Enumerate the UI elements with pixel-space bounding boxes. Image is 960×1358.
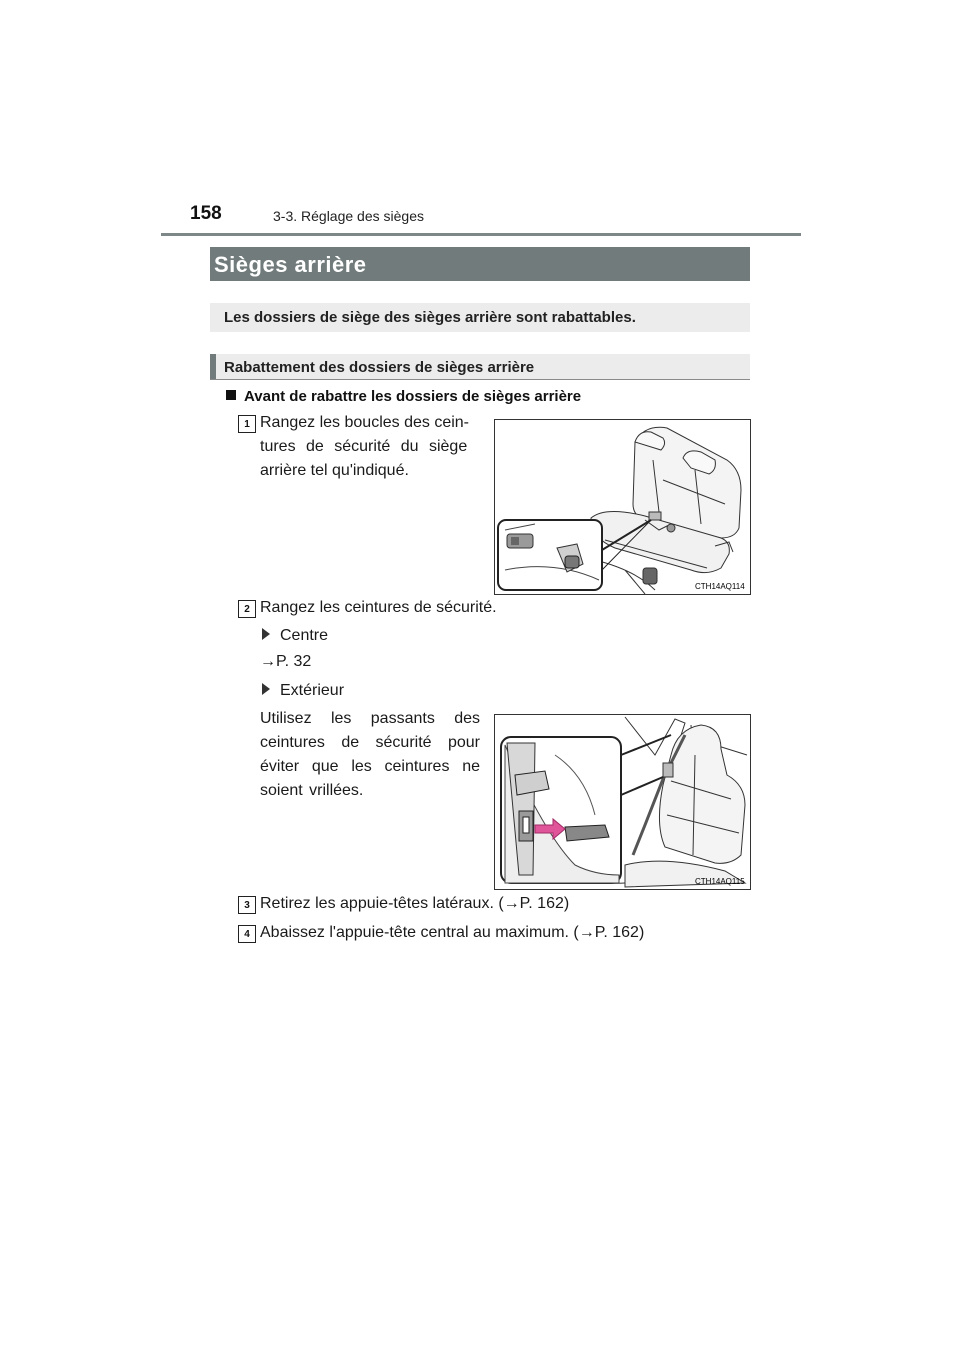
step-4-text: Abaissez l'appuie-tête central au maximum. (→P. 162) xyxy=(260,924,645,941)
figure-2-label: CTH14AQ115 xyxy=(695,877,745,886)
step-2-text: Rangez les ceintures de sécurité. xyxy=(260,599,497,616)
intro-text: Les dossiers de siège des sièges arrière sont rabattables. xyxy=(224,309,636,326)
figure-belt-guides xyxy=(494,714,751,890)
option-exterieur xyxy=(262,679,344,703)
bullet-heading xyxy=(226,388,581,405)
page-number: 158 xyxy=(190,203,222,224)
step-3-text: Retirez les appuie-têtes latéraux. (→P. 162) xyxy=(260,895,570,912)
exterieur-instructions: Utilisez les passants des ceintures de sécurité pour éviter que les ceintures ne soient vrillées. xyxy=(260,710,480,799)
step-1-text xyxy=(260,411,484,483)
step-1-line-3: arrière tel qu'indiqué. xyxy=(260,462,409,479)
triangle-bullet-icon xyxy=(262,628,270,640)
option-centre-label: Centre xyxy=(280,627,329,644)
step-1-line-1: Rangez les boucles des cein- xyxy=(260,414,470,431)
step-number-1: 1 xyxy=(238,415,256,433)
option-centre xyxy=(262,624,328,648)
step-number-4: 4 xyxy=(238,925,256,943)
seat-buckles-illustration xyxy=(495,420,750,594)
chapter-title: 3-3. Réglage des sièges xyxy=(273,208,424,224)
figure-1-label: CTH14AQ114 xyxy=(695,582,745,591)
section-title: Sièges arrière xyxy=(214,252,367,277)
header-divider xyxy=(161,233,801,236)
option-exterieur-label: Extérieur xyxy=(280,682,345,699)
triangle-bullet-icon xyxy=(262,683,270,695)
step-number-2: 2 xyxy=(238,600,256,618)
centre-page-ref[interactable]: →P. 32 xyxy=(260,653,312,670)
subsection-underline xyxy=(210,379,750,380)
subsection-title: Rabattement des dossiers de sièges arrière xyxy=(224,359,535,376)
step-number-3: 3 xyxy=(238,896,256,914)
step-1-line-2: tures de sécurité du siège xyxy=(260,438,468,455)
bullet-heading-text: Avant de rabattre les dossiers de sièges arrière xyxy=(244,388,582,405)
belt-guides-illustration xyxy=(495,715,750,889)
subsection-accent xyxy=(210,354,216,379)
bullet-square-icon xyxy=(226,390,236,400)
figure-seat-buckles xyxy=(494,419,751,595)
